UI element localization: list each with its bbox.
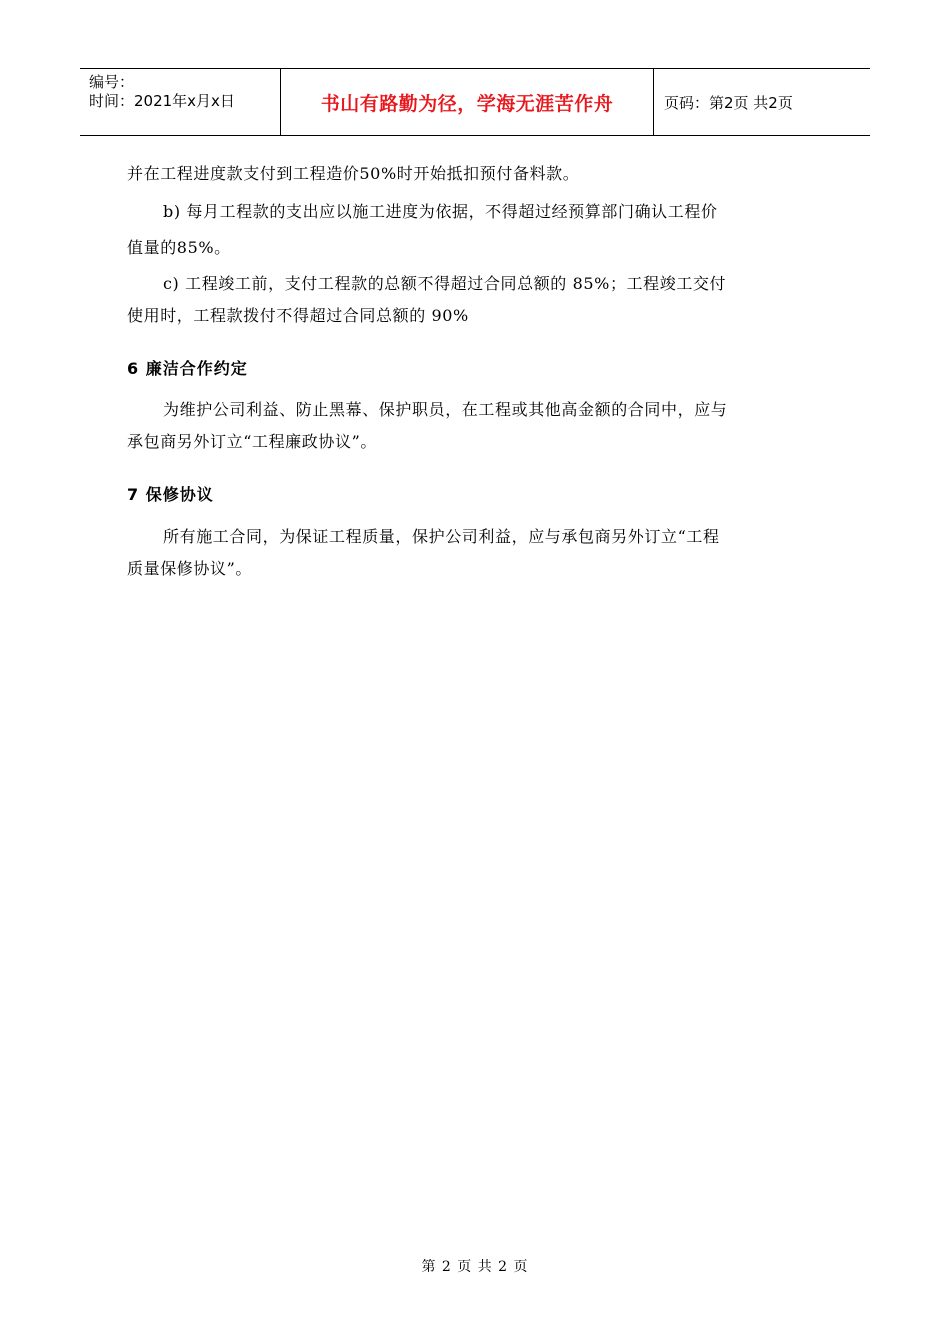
- body-line: 并在工程进度款支付到工程造价50%时开始抵扣预付备料款。: [127, 164, 580, 183]
- body-line: 质量保修协议”。: [127, 559, 252, 578]
- body-line: 所有施工合同，为保证工程质量，保护公司利益，应与承包商另外订立“工程: [163, 527, 720, 546]
- page-header: [80, 68, 870, 136]
- body-line: 承包商另外订立“工程廉政协议”。: [127, 432, 377, 451]
- document-number: 编号：: [89, 73, 135, 91]
- page-footer: 第 2 页 共 2 页: [421, 1259, 529, 1275]
- body-line: c) 工程竣工前，支付工程款的总额不得超过合同总额的 85%；工程竣工交付: [163, 274, 727, 293]
- section-heading: 7 保修协议: [127, 485, 214, 504]
- header-meta: [80, 69, 281, 135]
- body-line: 值量的85%。: [127, 238, 231, 257]
- document-date: 时间：2021年x月x日: [89, 92, 235, 110]
- body-line: b) 每月工程款的支出应以施工进度为依据，不得超过经预算部门确认工程价: [163, 202, 718, 221]
- header-page-info: 页码：第2页 共2页: [664, 93, 793, 112]
- body-line: 使用时，工程款拨付不得超过合同总额的 90%: [127, 306, 469, 325]
- section-heading: 6 廉洁合作约定: [127, 359, 248, 378]
- header-motto: 书山有路勤为径，学海无涯苦作舟: [281, 69, 654, 135]
- body-line: 为维护公司利益、防止黑幕、保护职员，在工程或其他高金额的合同中，应与: [163, 400, 728, 419]
